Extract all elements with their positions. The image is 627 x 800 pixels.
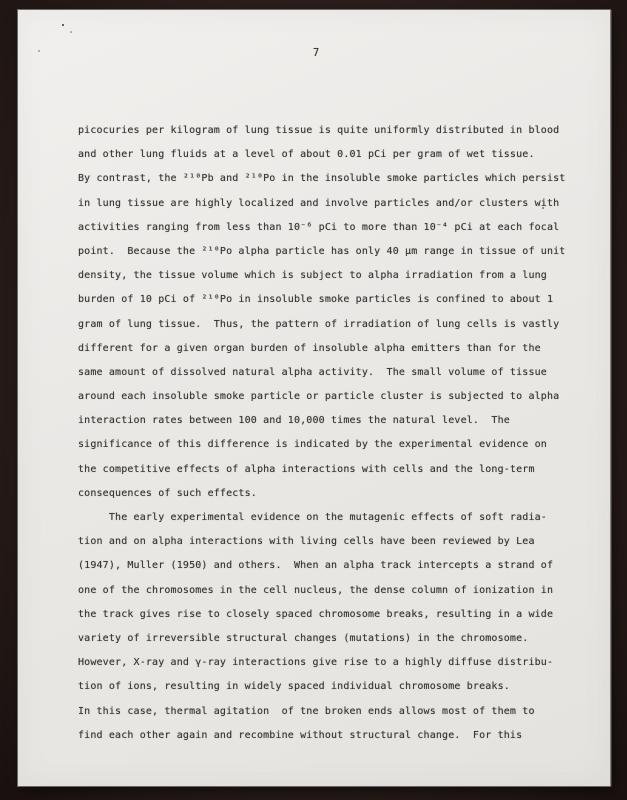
text-line: (1947), Muller (1950) and others. When an alpha track intercepts a strand of [78,560,554,572]
text-line: picocuries per kilogram of lung tissue is quite uniformly distributed in blood [78,125,560,136]
text-line: variety of irreversible structural changes (mutations) in the chromosome. [78,632,529,644]
dust-speck [62,24,64,26]
text-line: the track gives rise to closely spaced chromosome breaks, resulting in a wide [78,608,554,620]
text-line: same amount of dissolved natural alpha activity. The small volume of tissue [78,366,547,378]
text-line: tion of ions, resulting in widely spaced individual chromosome breaks. [78,681,510,693]
text-line: The early experimental evidence on the mutagenic effects of soft radia- [78,512,547,523]
text-line: significance of this difference is indicated by the experimental evidence on [78,439,547,451]
text-line: different for a given organ burden of insoluble alpha emitters than for the [78,342,541,354]
text-line: the competitive effects of alpha interactions with cells and the long-term [78,463,535,475]
text-line: and other lung fluids at a level of about 0.01 pCi per gram of wet tissue. [78,149,535,161]
text-line: consequences of such effects. [78,487,257,499]
dust-speck [70,31,72,33]
text-line: point. Because the ²¹⁰Po alpha particle has only 40 µm range in tissue of unit [78,245,566,257]
text-line: activities ranging from less than 10⁻⁶ pCi to more than 10⁻⁴ pCi at each focal [78,221,560,233]
text-line: In this case, thermal agitation of tne broken ends allows most of them to [78,705,535,717]
document-page [18,10,610,786]
text-line: density, the tissue volume which is subject to alpha irradiation from a lung [78,270,547,282]
text-line: in lung tissue are highly localized and involve particles and/or clusters with [78,197,560,209]
page-text [78,119,570,748]
text-line: burden of 10 pCi of ²¹⁰Po in insoluble smoke particles is confined to about 1 [78,294,554,306]
page-number: 7 [312,47,320,59]
text-line: gram of lung tissue. Thus, the pattern of irradiation of lung cells is vastly [78,318,560,330]
dust-speck [38,50,40,52]
text-line: find each other again and recombine without structural change. For this [78,729,523,741]
text-line: one of the chromosomes in the cell nucleus, the dense column of ionization in [78,584,554,596]
text-line: By contrast, the ²¹⁰Pb and ²¹⁰Po in the insoluble smoke particles which persist [78,173,566,185]
text-line: tion and on alpha interactions with living cells have been reviewed by Lea [78,536,535,548]
text-line: interaction rates between 100 and 10,000 times the natural level. The [78,415,510,427]
text-line: around each insoluble smoke particle or particle cluster is subjected to alpha [78,391,560,403]
text-line: However, X-ray and γ-ray interactions give rise to a highly diffuse distribu- [78,657,554,669]
